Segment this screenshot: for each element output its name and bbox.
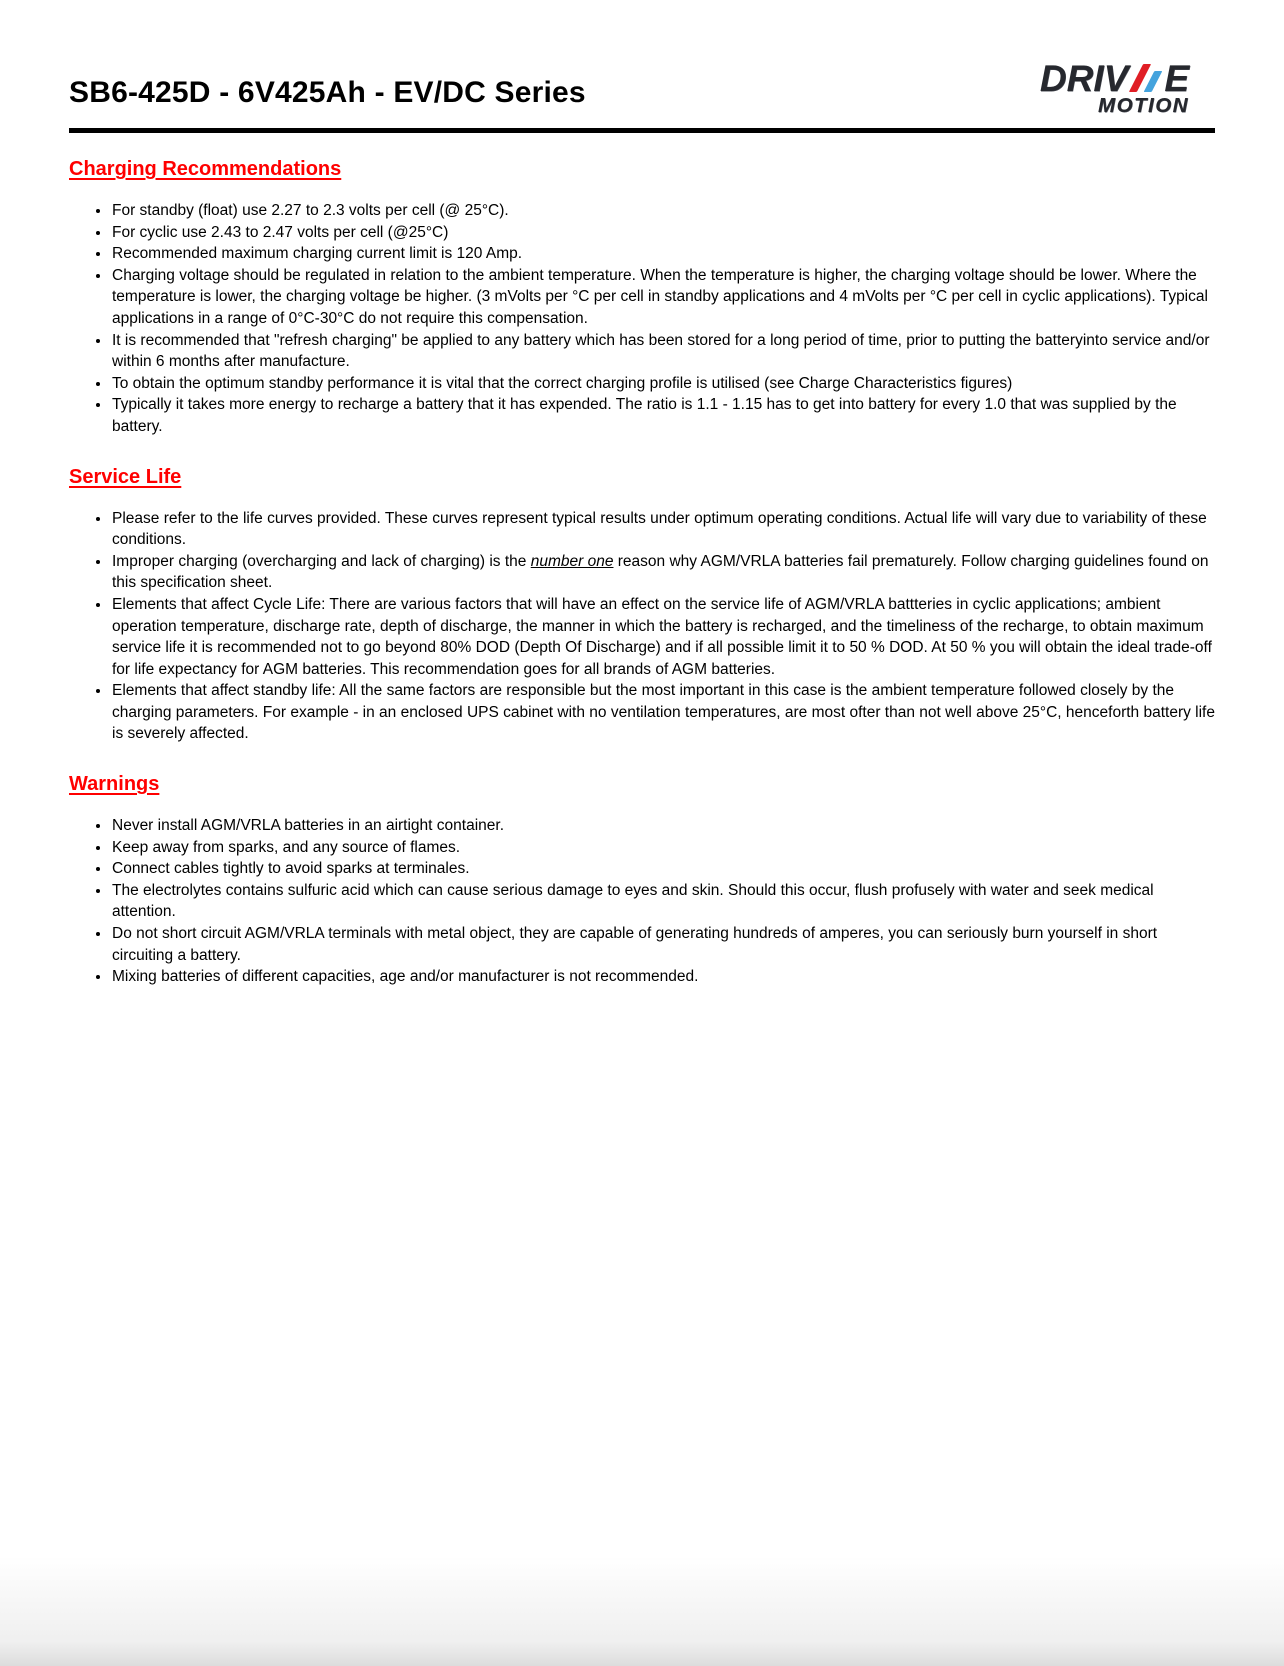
bullet-text: Recommended maximum charging current limit is 120 Amp. — [112, 245, 523, 263]
bullet-list — [69, 200, 1215, 438]
logo-stylized-v-icon — [1128, 64, 1164, 93]
header-rule — [69, 0, 1215, 133]
bullet-text: Please refer to the life curves provided. These curves represent typical results under optimum operating conditions. Actual life will vary due to variability of these conditions. — [112, 509, 1207, 549]
bullet-text: Connect cables tightly to avoid sparks at terminales. — [112, 860, 470, 878]
logo-word-drive — [1039, 58, 1189, 99]
bullet-item — [111, 594, 1215, 680]
page-title: SB6-425D - 6V425Ah - EV/DC Series — [69, 76, 586, 109]
document-body — [0, 158, 1284, 988]
bullet-item — [111, 508, 1215, 551]
bullet-item — [111, 222, 1215, 244]
logo-text-driv: DRIV — [1039, 58, 1129, 99]
bullet-text: It is recommended that "refresh charging" be applied to any battery which has been stored for a long period of time, prior to putting the batteryinto service and/or within 6 months after manufacture. — [112, 331, 1210, 371]
bullet-item — [111, 966, 1215, 988]
blue-stripe-icon — [1144, 71, 1163, 92]
bullet-item — [111, 551, 1215, 594]
section-heading: Warnings — [69, 773, 160, 796]
bullet-text: The electrolytes contains sulfuric acid which can cause serious damage to eyes and skin. Should this occur, flush profusely with water and seek medical attention. — [112, 881, 1154, 921]
bullet-text: Do not short circuit AGM/VRLA terminals with metal object, they are capable of generating hundreds of amperes, you can seriously burn yourself in short circuiting a battery. — [112, 925, 1158, 964]
bullet-item — [111, 880, 1215, 923]
bullet-item — [111, 837, 1215, 859]
bullet-item — [111, 330, 1215, 373]
document-header — [0, 0, 1284, 133]
bullet-item — [111, 373, 1215, 395]
bullet-text: Typically it takes more energy to recharge a battery that it has expended. The ratio is 1.1 - 1.15 has to get into battery for every 1.0 that was supplied by the battery. — [112, 396, 1177, 435]
bullet-item — [111, 200, 1215, 222]
bullet-list — [69, 508, 1215, 746]
bullet-item — [111, 858, 1215, 880]
bullet-text: Improper charging (overcharging and lack of charging) is the — [112, 552, 531, 570]
drivemotion-logo — [1039, 58, 1189, 118]
bullet-item — [111, 265, 1215, 330]
bullet-text: Keep away from sparks, and any source of flames. — [112, 838, 461, 856]
bullet-item — [111, 923, 1215, 966]
emphasized-text: number one — [530, 552, 614, 570]
section-heading: Charging Recommendations — [69, 158, 342, 180]
bullet-text: Mixing batteries of different capacities, age and/or manufacturer is not recommended. — [112, 968, 699, 986]
bullet-text: For standby (float) use 2.27 to 2.3 volts per cell (@ 25°C). — [112, 202, 509, 219]
logo-text-e: E — [1164, 58, 1189, 99]
bullet-item — [111, 680, 1215, 745]
section-heading: Service Life — [69, 465, 182, 488]
section-warnings — [69, 773, 1215, 988]
bullet-item — [111, 815, 1215, 837]
bullet-list — [69, 815, 1215, 988]
bullet-text: reason why AGM/VRLA batteries fail prematurely. Follow charging guidelines found on this specification sheet. — [112, 552, 1209, 592]
section-charging-recommendations — [69, 158, 1215, 438]
bullet-text: Charging voltage should be regulated in relation to the ambient temperature. When the temperature is higher, the charging voltage should be lower. Where the temperature is lower, the charging voltage be higher. (3 mVolts per °C per cell in standby applications and 4 mVolts per °C per cell in cyclic applications). Typical applications in a range of 0°C-30°C do not require this compensation. — [112, 266, 1208, 327]
bullet-text: For cyclic use 2.43 to 2.47 volts per cell (@25°C) — [112, 223, 449, 241]
bullet-item — [111, 394, 1215, 437]
bullet-text: Never install AGM/VRLA batteries in an airtight container. — [112, 817, 505, 835]
bullet-text: Elements that affect Cycle Life: There are various factors that will have an effect on the service life of AGM/VRLA battteries in cyclic applications; ambient operation temperature, discharge rate, depth of discharge, the manner in which the battery is recharged, and the timeliness of the recharge, to obtain maximum service life it is recommended not to go beyond 80% DOD (Depth Of Discharge) and if all possible limit it to 50 % DOD. At 50 % you will obtain the ideal trade-off for life expectancy for AGM batteries. This recommendation goes for all brands of AGM batteries. — [112, 595, 1212, 678]
section-service-life — [69, 466, 1215, 746]
logo-word-motion: MOTION — [1098, 94, 1189, 117]
bullet-text: Elements that affect standby life: All the same factors are responsible but the most important in this case is the ambient temperature followed closely by the charging parameters. For example - in an enclosed UPS cabinet with no ventilation temperatures, are most ofter than not well above 25°C, henceforth battery life is severely affected. — [112, 682, 1215, 743]
bullet-text: To obtain the optimum standby performance it is vital that the correct charging profile is utilised (see Charge Characteristics figures) — [112, 374, 1013, 392]
bullet-item — [111, 243, 1215, 265]
page-bottom-shadow — [0, 1556, 1284, 1666]
